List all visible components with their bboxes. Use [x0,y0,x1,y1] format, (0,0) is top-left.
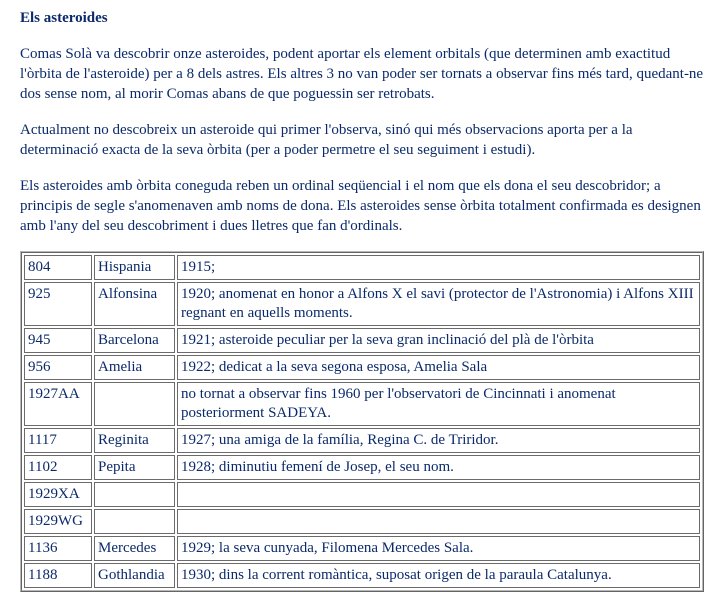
paragraph-naming: Els asteroides amb òrbita coneguda reben un ordinal seqüencial i el nom que els dona el seu descobridor; a principis de segle s'anomenaven amb noms de dona. Els asteroides sense òrbita totalment confirmada es designen amb l'any del seu descobriment i dues lletres que fan d'ordinals. [20,178,701,234]
asteroid-name [94,482,175,507]
asteroid-name: Gothlandia [94,563,175,588]
asteroid-number: 1136 [24,536,92,561]
asteroid-number: 1929WG [24,509,92,534]
table-row [24,482,700,507]
table-row [24,509,700,534]
asteroid-name: Hispania [94,255,175,280]
asteroid-number: 1927AA [24,382,92,426]
asteroid-number: 1117 [24,428,92,453]
asteroid-number: 1929XA [24,482,92,507]
asteroid-note: 1928; diminutiu femení de Josep, el seu nom. [177,455,700,480]
section-title: Els asteroides [20,10,108,26]
table-row [24,382,700,426]
table-row [24,428,700,453]
asteroid-name [94,509,175,534]
asteroid-note: no tornat a observar fins 1960 per l'observatori de Cincinnati i anomenat posteriorment SADEYA. [177,382,700,426]
asteroid-number: 945 [24,328,92,353]
paragraph-discovery: Actualment no descobreix un asteroide qui primer l'observa, sinó qui més observacions aporta per a la determinació exacta de la seva òrbita (per a poder permetre el seu seguiment i estudi). [20,122,633,158]
asteroid-note: 1922; dedicat a la seva segona esposa, Amelia Sala [177,355,700,380]
asteroids-table [20,251,704,592]
table-row [24,255,700,280]
asteroid-note: 1915; [177,255,700,280]
asteroid-note [177,482,700,507]
asteroid-name: Pepita [94,455,175,480]
asteroid-name: Amelia [94,355,175,380]
asteroid-note: 1930; dins la corrent romàntica, suposat origen de la paraula Catalunya. [177,563,700,588]
asteroid-name: Reginita [94,428,175,453]
asteroid-name [94,382,175,426]
table-row [24,536,700,561]
table-row [24,455,700,480]
table-row [24,282,700,326]
asteroid-name: Alfonsina [94,282,175,326]
asteroid-number: 925 [24,282,92,326]
asteroid-name: Barcelona [94,328,175,353]
asteroid-note: 1929; la seva cunyada, Filomena Mercedes Sala. [177,536,700,561]
asteroid-number: 1102 [24,455,92,480]
asteroid-number: 956 [24,355,92,380]
table-row [24,355,700,380]
asteroid-note: 1921; asteroide peculiar per la seva gran inclinació del plà de l'òrbita [177,328,700,353]
asteroid-note [177,509,700,534]
asteroid-note: 1927; una amiga de la família, Regina C. de Triridor. [177,428,700,453]
asteroid-number: 804 [24,255,92,280]
asteroid-name: Mercedes [94,536,175,561]
asteroid-note: 1920; anomenat en honor a Alfons X el savi (protector de l'Astronomia) i Alfons XIII regnant en aquells moments. [177,282,700,326]
asteroid-number: 1188 [24,563,92,588]
paragraph-intro: Comas Solà va descobrir onze asteroides, podent aportar els element orbitals (que determinen amb exactitud l'òrbita de l'asteroide) per a 8 dels astres. Els altres 3 no van poder ser tornats a observar fins més tard, quedant-ne dos sense nom, al morir Comas abans de que poguessin ser retrobats. [20,46,704,102]
table-row [24,328,700,353]
